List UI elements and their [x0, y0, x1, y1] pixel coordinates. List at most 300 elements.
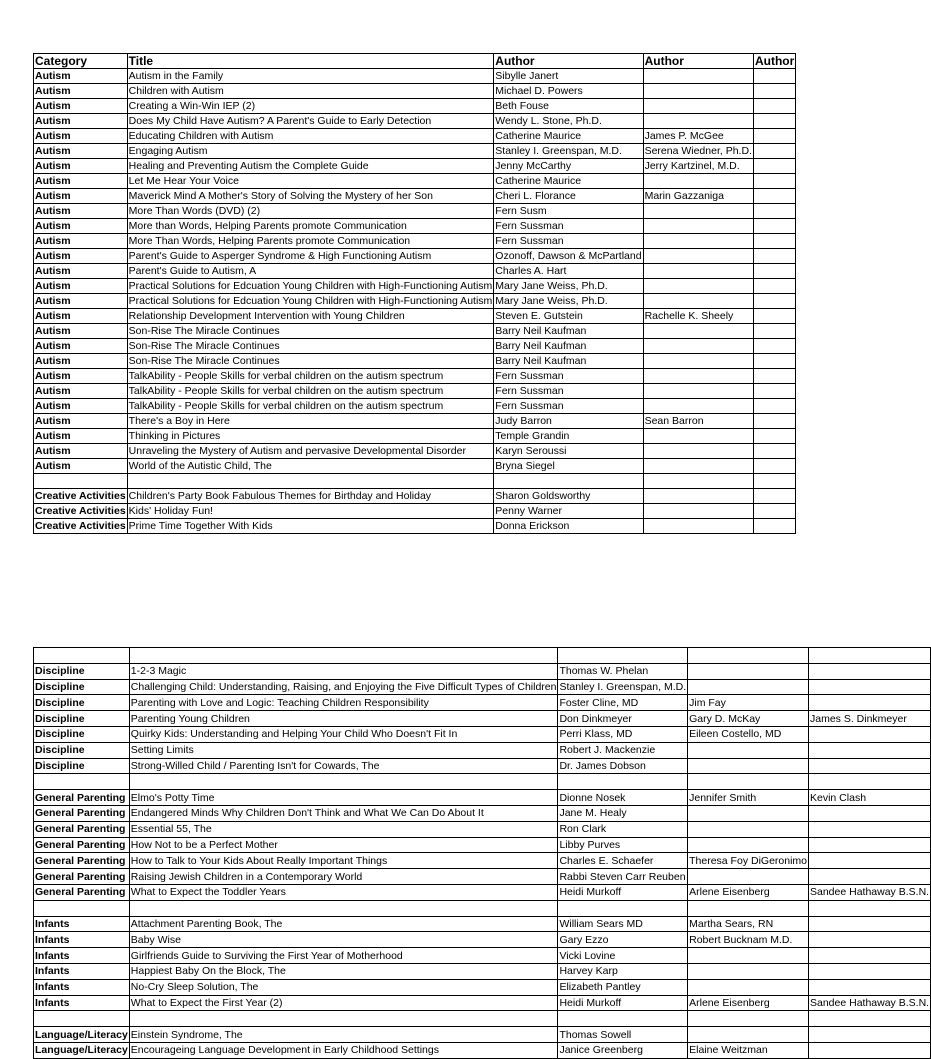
title-cell[interactable] [129, 648, 558, 664]
category-cell[interactable] [34, 774, 130, 790]
author3-cell[interactable] [753, 488, 795, 503]
table-row [34, 384, 796, 399]
author2-cell[interactable]: James P. McGee [643, 129, 753, 144]
author-cell[interactable]: Cheri L. Florance [494, 189, 643, 204]
author2-cell[interactable] [688, 742, 809, 758]
category-cell[interactable]: Discipline [34, 726, 130, 742]
category-cell[interactable]: Language/Literacy [35, 1028, 128, 1041]
author3-cell[interactable]: James S. Dinkmeyer [809, 711, 931, 727]
title-cell[interactable]: There's a Boy in Here [127, 414, 494, 429]
author2-cell[interactable]: Marin Gazzaniga [643, 189, 753, 204]
author-cell[interactable]: Fern Susm [494, 204, 643, 219]
author-cell[interactable]: Temple Grandin [494, 429, 643, 444]
title-cell[interactable]: Practical Solutions for Edcuation Young Children with High-Functioning Autism [128, 295, 493, 307]
author2-cell[interactable]: Serena Wiedner, Ph.D. [644, 145, 752, 157]
title-cell[interactable]: Practical Solutions for Edcuation Young Children with High-Functioning Autism [128, 280, 493, 292]
author2-cell[interactable] [643, 114, 753, 129]
author2-cell[interactable] [688, 648, 809, 664]
author2-cell[interactable] [643, 354, 753, 369]
author3-cell[interactable] [809, 1027, 931, 1043]
category-cell[interactable]: Autism [34, 69, 128, 84]
title-cell[interactable]: How Not to be a Perfect Mother [129, 837, 558, 853]
author-cell[interactable]: Rabbi Steven Carr Reuben [558, 869, 688, 885]
category-cell[interactable]: Infants [34, 932, 130, 948]
title-cell[interactable]: Raising Jewish Children in a Contemporary World [129, 869, 558, 885]
category-cell[interactable]: Autism [34, 279, 128, 294]
author-cell[interactable]: Stanley I. Greenspan, M.D. [494, 144, 643, 159]
author2-cell[interactable] [643, 339, 753, 354]
author-cell[interactable]: Foster Cline, MD [558, 695, 688, 711]
category-cell[interactable] [34, 474, 128, 489]
author2-cell[interactable] [688, 948, 809, 964]
author3-cell[interactable] [753, 144, 795, 159]
author2-cell[interactable] [643, 294, 753, 309]
category-cell[interactable]: Creative Activities [35, 519, 126, 532]
author2-cell[interactable] [688, 679, 809, 695]
author2-cell[interactable] [643, 384, 753, 399]
title-cell[interactable]: Kids' Holiday Fun! [127, 503, 494, 518]
title-cell[interactable]: 1-2-3 Magic [129, 663, 558, 679]
author3-cell[interactable] [753, 69, 795, 84]
author3-cell[interactable] [753, 264, 795, 279]
author2-cell[interactable] [643, 459, 753, 474]
author-cell[interactable]: Michael D. Powers [494, 84, 643, 99]
author2-cell[interactable]: Gary D. McKay [688, 711, 809, 727]
category-cell[interactable]: Autism [34, 249, 128, 264]
category-cell[interactable]: Autism [34, 324, 128, 339]
author2-cell[interactable] [688, 821, 809, 837]
author3-cell[interactable] [753, 219, 795, 234]
author-cell[interactable]: Sharon Goldsworthy [494, 488, 643, 503]
title-cell[interactable]: TalkAbility - People Skills for verbal children on the autism spectrum [127, 369, 494, 384]
title-cell[interactable]: Son-Rise The Miracle Continues [127, 354, 494, 369]
author3-cell[interactable] [809, 932, 931, 948]
category-cell[interactable] [34, 1011, 130, 1027]
author2-cell[interactable] [688, 758, 809, 774]
author-cell[interactable] [558, 900, 688, 916]
author2-cell[interactable] [643, 264, 753, 279]
title-cell[interactable]: Happiest Baby On the Block, The [129, 963, 558, 979]
category-cell[interactable]: Autism [34, 309, 128, 324]
author2-cell[interactable]: Theresa Foy DiGeronimo [689, 854, 807, 867]
title-cell[interactable]: Endangered Minds Why Children Don't Think and What We Can Do About It [129, 805, 558, 821]
author3-cell[interactable] [753, 324, 795, 339]
category-cell[interactable]: Autism [34, 99, 128, 114]
author2-cell[interactable] [643, 369, 753, 384]
author3-cell[interactable] [809, 695, 931, 711]
author3-cell[interactable] [753, 174, 795, 189]
title-cell[interactable] [129, 900, 558, 916]
author3-cell[interactable] [753, 279, 795, 294]
category-cell[interactable]: Autism [34, 459, 128, 474]
title-cell[interactable]: TalkAbility - People Skills for verbal children on the autism spectrum [127, 384, 494, 399]
author-cell[interactable]: Charles E. Schaefer [558, 853, 688, 869]
title-cell[interactable]: Autism in the Family [127, 69, 494, 84]
category-cell[interactable]: Autism [34, 369, 128, 384]
author-cell[interactable]: Dionne Nosek [558, 790, 688, 806]
category-cell[interactable]: Infants [34, 916, 130, 932]
category-cell[interactable]: Creative Activities [35, 504, 126, 517]
author2-cell[interactable]: Robert Bucknam M.D. [688, 932, 809, 948]
title-cell[interactable]: TalkAbility - People Skills for verbal children on the autism spectrum [127, 399, 494, 414]
table-row [34, 979, 931, 995]
author-cell[interactable]: Elizabeth Pantley [558, 979, 688, 995]
author3-cell[interactable] [809, 726, 931, 742]
title-cell[interactable]: Creating a Win-Win IEP (2) [127, 99, 494, 114]
title-cell[interactable]: No-Cry Sleep Solution, The [129, 979, 558, 995]
category-cell[interactable]: Autism [34, 354, 128, 369]
category-cell[interactable]: Discipline [34, 695, 130, 711]
author-cell[interactable]: Vicki Lovine [558, 948, 688, 964]
category-cell[interactable]: Autism [34, 339, 128, 354]
title-cell[interactable]: What to Expect the First Year (2) [129, 995, 558, 1011]
category-cell[interactable]: General Parenting [34, 853, 130, 869]
category-cell[interactable]: Infants [34, 948, 130, 964]
author3-cell[interactable]: Sandee Hathaway B.S.N. [810, 996, 930, 1009]
author2-cell[interactable] [688, 1011, 809, 1027]
category-cell[interactable]: Autism [34, 264, 128, 279]
author3-cell[interactable]: Kevin Clash [809, 790, 931, 806]
title-cell[interactable]: Children with Autism [127, 84, 494, 99]
title-cell[interactable]: Maverick Mind A Mother's Story of Solving the Mystery of her Son [127, 189, 494, 204]
title-cell[interactable]: Let Me Hear Your Voice [127, 174, 494, 189]
category-cell[interactable]: Autism [34, 204, 128, 219]
table-row [34, 159, 796, 174]
author2-cell[interactable] [688, 979, 809, 995]
title-cell[interactable]: More Than Words (DVD) (2) [127, 204, 494, 219]
category-cell[interactable]: Autism [34, 429, 128, 444]
author-cell[interactable]: Ozonoff, Dawson & McPartland [495, 250, 642, 262]
category-cell[interactable]: General Parenting [34, 837, 130, 853]
author-cell[interactable]: Gary Ezzo [558, 932, 688, 948]
author-cell[interactable]: Harvey Karp [558, 963, 688, 979]
author2-cell[interactable] [643, 69, 753, 84]
author-cell[interactable]: Karyn Seroussi [494, 444, 643, 459]
table-row [34, 648, 931, 664]
author2-cell[interactable] [643, 99, 753, 114]
title-cell[interactable]: World of the Autistic Child, The [127, 459, 494, 474]
author3-cell[interactable] [753, 444, 795, 459]
category-cell[interactable]: General Parenting [34, 869, 130, 885]
title-cell[interactable]: Son-Rise The Miracle Continues [127, 324, 494, 339]
author2-cell[interactable] [643, 444, 753, 459]
column-header[interactable]: Category [34, 54, 128, 69]
author-cell[interactable]: Heidi Murkoff [558, 884, 688, 900]
author-cell[interactable]: Judy Barron [494, 414, 643, 429]
category-cell[interactable]: Autism [34, 294, 128, 309]
category-cell[interactable]: Infants [34, 963, 130, 979]
author2-cell[interactable]: Arlene Eisenberg [688, 884, 809, 900]
author3-cell[interactable] [809, 774, 931, 790]
title-cell[interactable]: Engaging Autism [127, 144, 494, 159]
author2-cell[interactable]: Arlene Eisenberg [688, 995, 809, 1011]
author2-cell[interactable] [688, 774, 809, 790]
author3-cell[interactable] [753, 414, 795, 429]
author-cell[interactable]: Jane M. Healy [558, 805, 688, 821]
category-cell[interactable]: General Parenting [34, 821, 130, 837]
title-cell[interactable]: More Than Words, Helping Parents promote Communication [127, 234, 494, 249]
author3-cell[interactable] [753, 369, 795, 384]
title-cell[interactable] [129, 774, 558, 790]
category-cell[interactable]: Autism [34, 219, 128, 234]
category-cell[interactable]: Discipline [34, 711, 130, 727]
author2-cell[interactable] [688, 805, 809, 821]
title-cell[interactable]: Prime Time Together With Kids [127, 518, 494, 533]
title-cell[interactable]: More than Words, Helping Parents promote Communication [127, 219, 494, 234]
author3-cell[interactable] [753, 399, 795, 414]
author3-cell[interactable] [809, 948, 931, 964]
category-cell[interactable]: Discipline [34, 679, 130, 695]
author3-cell[interactable] [753, 518, 795, 533]
table-row [34, 399, 796, 414]
title-cell[interactable]: Attachment Parenting Book, The [129, 916, 558, 932]
title-cell[interactable]: Elmo's Potty Time [129, 790, 558, 806]
author2-cell[interactable] [643, 518, 753, 533]
title-cell[interactable] [127, 474, 494, 489]
author-cell[interactable]: Fern Sussman [494, 399, 643, 414]
title-cell[interactable]: Son-Rise The Miracle Continues [127, 339, 494, 354]
author2-cell[interactable] [643, 429, 753, 444]
author2-cell[interactable] [643, 84, 753, 99]
title-cell[interactable]: Essential 55, The [129, 821, 558, 837]
author2-cell[interactable]: Jerry Kartzinel, M.D. [643, 159, 753, 174]
title-cell[interactable]: Thinking in Pictures [127, 429, 494, 444]
author3-cell[interactable] [809, 679, 931, 695]
author-cell[interactable]: Dr. James Dobson [558, 758, 688, 774]
author3-cell[interactable] [809, 821, 931, 837]
category-cell[interactable]: Autism [34, 384, 128, 399]
author2-cell[interactable] [643, 503, 753, 518]
table-row [34, 459, 796, 474]
author3-cell[interactable] [809, 663, 931, 679]
author2-cell[interactable] [688, 900, 809, 916]
author-cell[interactable]: Thomas W. Phelan [558, 663, 688, 679]
title-cell[interactable]: Educating Children with Autism [127, 129, 494, 144]
title-cell[interactable]: Healing and Preventing Autism the Complete Guide [127, 159, 494, 174]
author-cell[interactable] [558, 774, 688, 790]
author-cell[interactable]: Fern Sussman [494, 384, 643, 399]
author-cell[interactable]: Catherine Maurice [494, 174, 643, 189]
author-cell[interactable]: Barry Neil Kaufman [494, 324, 643, 339]
author-cell[interactable]: Sibylle Janert [494, 69, 643, 84]
category-cell[interactable]: Autism [34, 84, 128, 99]
author2-cell[interactable]: Rachelle K. Sheely [643, 309, 753, 324]
category-cell[interactable]: Infants [34, 995, 130, 1011]
author-cell[interactable]: Stanley I. Greenspan, M.D. [559, 680, 687, 693]
author-cell[interactable]: Mary Jane Weiss, Ph.D. [494, 294, 643, 309]
author-cell[interactable]: Don Dinkmeyer [558, 711, 688, 727]
author-cell[interactable]: William Sears MD [558, 916, 688, 932]
author2-cell[interactable] [688, 837, 809, 853]
author2-cell[interactable] [643, 174, 753, 189]
category-cell[interactable]: Autism [34, 159, 128, 174]
author3-cell[interactable] [753, 99, 795, 114]
category-cell[interactable]: General Parenting [34, 884, 130, 900]
category-cell[interactable]: Autism [34, 129, 128, 144]
category-cell[interactable]: Autism [34, 189, 128, 204]
title-cell[interactable]: Einstein Syndrome, The [129, 1027, 558, 1043]
author3-cell[interactable] [753, 474, 795, 489]
author3-cell[interactable] [809, 900, 931, 916]
title-cell[interactable] [129, 1011, 558, 1027]
category-cell[interactable]: Autism [34, 174, 128, 189]
author-cell[interactable]: Wendy L. Stone, Ph.D. [494, 114, 643, 129]
author3-cell[interactable] [809, 742, 931, 758]
author2-cell[interactable]: Jennifer Smith [688, 790, 809, 806]
author-cell[interactable]: Steven E. Gutstein [494, 309, 643, 324]
table-row [34, 711, 931, 727]
author3-cell[interactable] [809, 916, 931, 932]
author3-cell[interactable] [753, 189, 795, 204]
category-cell[interactable]: General Parenting [34, 805, 130, 821]
author-cell[interactable]: Robert J. Mackenzie [558, 742, 688, 758]
table-row [34, 1011, 931, 1027]
author2-cell[interactable]: Eileen Costello, MD [688, 726, 809, 742]
author3-cell[interactable] [753, 429, 795, 444]
title-cell[interactable]: Challenging Child: Understanding, Raising, and Enjoying the Five Difficult Types of Children [130, 680, 557, 693]
author-cell[interactable] [558, 648, 688, 664]
category-cell[interactable] [34, 900, 130, 916]
author3-cell[interactable] [809, 758, 931, 774]
author3-cell[interactable] [809, 853, 931, 869]
title-cell[interactable]: Parent's Guide to Asperger Syndrome & High Functioning Autism [127, 249, 494, 264]
author2-cell[interactable]: Jim Fay [688, 695, 809, 711]
table-row [34, 354, 796, 369]
author3-cell[interactable] [753, 84, 795, 99]
author2-cell[interactable] [688, 1027, 809, 1043]
author-cell[interactable]: Jenny McCarthy [494, 159, 643, 174]
author3-cell[interactable] [809, 837, 931, 853]
category-cell[interactable]: Discipline [34, 663, 130, 679]
category-cell[interactable]: General Parenting [34, 790, 130, 806]
category-cell[interactable]: Autism [34, 234, 128, 249]
author3-cell[interactable] [753, 249, 795, 264]
column-header[interactable]: Author [754, 54, 795, 68]
column-header[interactable]: Author [494, 54, 643, 69]
category-cell[interactable]: Language/Literacy [35, 1044, 128, 1057]
author3-cell[interactable] [753, 114, 795, 129]
author2-cell[interactable] [643, 324, 753, 339]
category-cell[interactable]: Discipline [34, 742, 130, 758]
author3-cell[interactable] [809, 648, 931, 664]
title-cell[interactable]: How to Talk to Your Kids About Really Important Things [129, 853, 558, 869]
category-cell[interactable]: Discipline [34, 758, 130, 774]
title-cell[interactable]: Unraveling the Mystery of Autism and pervasive Developmental Disorder [127, 444, 494, 459]
title-cell[interactable]: Parenting Young Children [129, 711, 558, 727]
author-cell[interactable]: Fern Sussman [494, 369, 643, 384]
author3-cell[interactable] [753, 354, 795, 369]
author3-cell[interactable] [753, 309, 795, 324]
author-cell[interactable]: Charles A. Hart [494, 264, 643, 279]
author2-cell[interactable]: Martha Sears, RN [688, 916, 809, 932]
author2-cell[interactable]: Sean Barron [643, 414, 753, 429]
author2-cell[interactable] [643, 219, 753, 234]
author3-cell[interactable] [753, 384, 795, 399]
category-cell[interactable] [34, 648, 130, 664]
title-cell[interactable]: What to Expect the Toddler Years [129, 884, 558, 900]
author2-cell[interactable] [688, 663, 809, 679]
title-cell[interactable]: Parent's Guide to Autism, A [127, 264, 494, 279]
author2-cell[interactable] [643, 488, 753, 503]
author-cell[interactable]: Penny Warner [494, 503, 643, 518]
title-cell[interactable]: Encourageing Language Development in Early Childhood Settings [129, 1042, 558, 1058]
author-cell[interactable]: Perri Klass, MD [558, 726, 688, 742]
author2-cell[interactable] [643, 474, 753, 489]
title-cell[interactable]: Setting Limits [129, 742, 558, 758]
author3-cell[interactable] [809, 963, 931, 979]
author2-cell[interactable] [688, 963, 809, 979]
title-cell[interactable]: Relationship Development Intervention with Young Children [127, 309, 494, 324]
author2-cell[interactable] [643, 399, 753, 414]
category-cell[interactable]: Infants [34, 979, 130, 995]
column-header[interactable]: Author [643, 54, 753, 69]
author3-cell[interactable] [753, 159, 795, 174]
author-cell[interactable]: Ron Clark [558, 821, 688, 837]
author-cell[interactable]: Barry Neil Kaufman [494, 339, 643, 354]
author3-cell[interactable] [753, 459, 795, 474]
author3-cell[interactable] [809, 979, 931, 995]
author3-cell[interactable] [753, 294, 795, 309]
title-cell[interactable]: Girlfriends Guide to Surviving the First Year of Motherhood [129, 948, 558, 964]
author-cell[interactable]: Beth Fouse [494, 99, 643, 114]
author3-cell[interactable] [753, 204, 795, 219]
author-cell[interactable]: Heidi Murkoff [558, 995, 688, 1011]
author-cell[interactable]: Catherine Maurice [494, 129, 643, 144]
category-cell[interactable]: Autism [34, 414, 128, 429]
title-cell[interactable]: Parenting with Love and Logic: Teaching Children Responsibility [129, 695, 558, 711]
author3-cell[interactable] [753, 234, 795, 249]
author3-cell[interactable]: Sandee Hathaway B.S.N. [810, 886, 930, 899]
title-cell[interactable]: Baby Wise [129, 932, 558, 948]
category-cell[interactable]: Autism [34, 444, 128, 459]
author-cell[interactable]: Bryna Siegel [494, 459, 643, 474]
author3-cell[interactable] [753, 339, 795, 354]
author-cell[interactable]: Barry Neil Kaufman [494, 354, 643, 369]
author3-cell[interactable] [753, 129, 795, 144]
author2-cell[interactable]: Elaine Weitzman [688, 1042, 809, 1058]
author2-cell[interactable] [688, 869, 809, 885]
author-cell[interactable] [494, 474, 643, 489]
author3-cell[interactable] [809, 1042, 931, 1058]
author-cell[interactable]: Donna Erickson [494, 518, 643, 533]
title-cell[interactable]: Does My Child Have Autism? A Parent's Guide to Early Detection [127, 114, 494, 129]
author2-cell[interactable] [643, 249, 753, 264]
author3-cell[interactable] [809, 869, 931, 885]
category-cell[interactable]: Autism [34, 399, 128, 414]
author3-cell[interactable] [809, 805, 931, 821]
category-cell[interactable]: Autism [34, 144, 128, 159]
author-cell[interactable]: Fern Sussman [494, 234, 643, 249]
author2-cell[interactable] [643, 279, 753, 294]
author3-cell[interactable] [809, 1011, 931, 1027]
author3-cell[interactable] [753, 503, 795, 518]
author-cell[interactable]: Libby Purves [558, 837, 688, 853]
category-cell[interactable]: Creative Activities [35, 489, 126, 502]
title-cell[interactable]: Quirky Kids: Understanding and Helping Your Child Who Doesn't Fit In [129, 726, 558, 742]
author-cell[interactable]: Mary Jane Weiss, Ph.D. [494, 279, 643, 294]
author2-cell[interactable] [643, 234, 753, 249]
author-cell[interactable] [558, 1011, 688, 1027]
author-cell[interactable]: Fern Sussman [494, 219, 643, 234]
author-cell[interactable]: Thomas Sowell [558, 1027, 688, 1043]
author2-cell[interactable] [643, 204, 753, 219]
author-cell[interactable]: Janice Greenberg [558, 1042, 688, 1058]
title-cell[interactable]: Children's Party Book Fabulous Themes for Birthday and Holiday [127, 488, 494, 503]
category-cell[interactable]: Autism [34, 114, 128, 129]
booklist-table-1 [33, 53, 796, 534]
column-header[interactable]: Title [127, 54, 494, 69]
title-cell[interactable]: Strong-Willed Child / Parenting Isn't for Cowards, The [129, 758, 558, 774]
